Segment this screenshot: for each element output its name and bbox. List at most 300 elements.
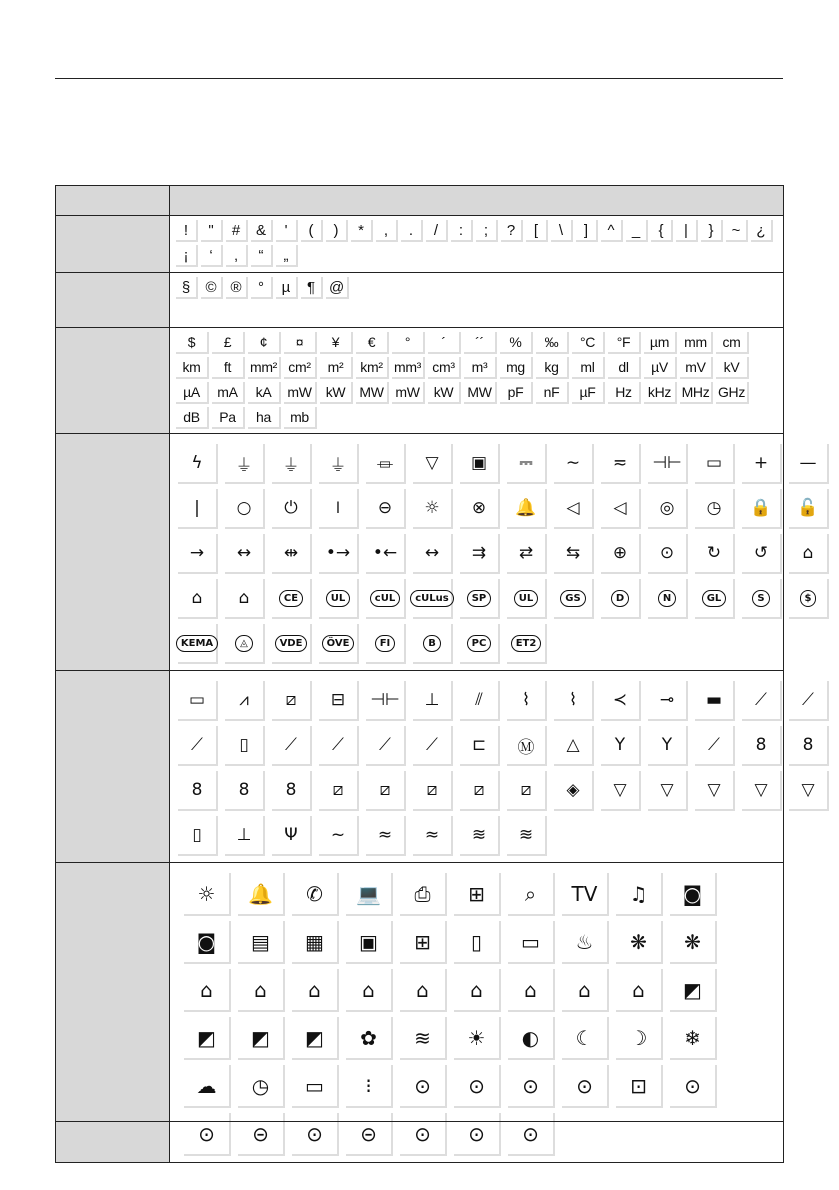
d-mark-icon <box>601 579 641 619</box>
s-mark-glyph: S <box>752 590 769 607</box>
punctuation-char-cell: ¡ <box>176 245 198 267</box>
dot-spread-icon: ⇄ <box>507 534 547 574</box>
gs-mark-icon <box>554 579 594 619</box>
units-char-cell: ha <box>248 407 281 429</box>
aerial-icon: Ψ <box>272 816 312 856</box>
sensor-1-icon: ⌂ <box>789 534 829 574</box>
rotate-cw-icon: ↻ <box>695 534 735 574</box>
sensor-2-icon: ⌂ <box>178 579 218 619</box>
table-header-row <box>56 186 784 216</box>
character-table <box>55 185 819 1163</box>
power-on-icon: ⏽ <box>319 489 359 529</box>
core-inductor-icon: ⌇ <box>554 681 594 721</box>
top-rule <box>55 78 783 79</box>
row-label <box>56 863 170 1163</box>
units-char-cell: kW <box>428 382 461 404</box>
earth-icon: ⏚ <box>225 444 265 484</box>
ce-mark-icon <box>272 579 312 619</box>
units-char-cell: dl <box>608 357 641 379</box>
header-label-cell <box>56 186 170 216</box>
input-icon: ⊕ <box>601 534 641 574</box>
special-char-cell: ° <box>251 277 273 299</box>
printer-icon: ⎙ <box>400 873 447 916</box>
punctuation-char-cell: ] <box>576 220 598 242</box>
units-char-cell: ml <box>572 357 605 379</box>
units-char-cell: ¥ <box>320 332 353 354</box>
bell-icon: 🔔 <box>238 873 285 916</box>
day-night-icon: ☽ <box>616 1017 663 1060</box>
water-icon: ≋ <box>400 1017 447 1060</box>
capacitor-icon: ⊣⊢ <box>648 444 688 484</box>
culus-mark-icon <box>413 579 453 619</box>
ce-mark-glyph: CE <box>279 590 303 607</box>
units-char-cell: mA <box>212 382 245 404</box>
plus-icon: + <box>742 444 782 484</box>
window-icon: ◩ <box>670 969 717 1012</box>
culus-mark-glyph: cULus <box>410 590 454 607</box>
csa-mark-icon <box>460 579 500 619</box>
socket-uk-icon: ⊡ <box>616 1065 663 1108</box>
lamp-icon: ☼ <box>413 489 453 529</box>
phone-icon: ✆ <box>292 873 339 916</box>
units-char-cell: £ <box>212 332 245 354</box>
transformer-icon: 8 <box>742 726 782 766</box>
gs-mark-glyph: GS <box>560 590 585 607</box>
units-char-cell: Hz <box>608 382 641 404</box>
units-char-cell: ´ <box>428 332 461 354</box>
double-insulation-icon: ▣ <box>460 444 500 484</box>
arrow-right-icon: → <box>178 534 218 574</box>
punctuation-char-cell: } <box>701 220 723 242</box>
punctuation-char-cell: \ <box>551 220 573 242</box>
buzzer-icon: ◎ <box>648 489 688 529</box>
moon-icon: ☾ <box>562 1017 609 1060</box>
special-char-cell: ® <box>226 277 248 299</box>
units-char-cell: µA <box>176 382 209 404</box>
punctuation-char-cell: ! <box>176 220 198 242</box>
garden-icon: ✿ <box>346 1017 393 1060</box>
units-char-cell: kHz <box>644 382 677 404</box>
resistor-icon: ▭ <box>178 681 218 721</box>
s-mark-icon <box>742 579 782 619</box>
gl-mark-icon <box>695 579 735 619</box>
et2-mark-glyph: ET2 <box>511 635 542 652</box>
punctuation-char-cell: , <box>376 220 398 242</box>
empty-cell <box>601 816 641 856</box>
microwave-icon: ▣ <box>346 921 393 964</box>
gl-mark-glyph: GL <box>702 590 727 607</box>
n-mark-glyph: N <box>658 590 676 607</box>
dining-room-icon: ⌂ <box>400 969 447 1012</box>
units-char-cell: ´´ <box>464 332 497 354</box>
ul-circle-glyph: UL <box>514 590 539 607</box>
kema-mark-icon <box>178 624 218 664</box>
dot-left-icon: •← <box>366 534 406 574</box>
sensor-3-icon: ⌂ <box>225 579 265 619</box>
unlock-icon: 🔓 <box>789 489 829 529</box>
garage-icon: ⌂ <box>508 969 555 1012</box>
converter-2-icon: ⧄ <box>366 771 406 811</box>
dot-join-icon: ⇉ <box>460 534 500 574</box>
units-char-cell: km² <box>356 357 389 379</box>
bottom-rule <box>55 1121 783 1122</box>
row-home-symbols <box>56 863 784 1163</box>
socket-fr-icon: ⊙ <box>562 1065 609 1108</box>
led-icon: ▽ <box>695 771 735 811</box>
units-char-cell: € <box>356 332 389 354</box>
fi-mark-glyph: FI <box>375 635 396 652</box>
chassis-icon: ⏛ <box>366 444 406 484</box>
jack-icon: ▬ <box>695 681 735 721</box>
ce-triangle-glyph: ◬ <box>235 635 253 652</box>
special-char-cell: © <box>201 277 223 299</box>
transformer-4-icon: 8 <box>272 771 312 811</box>
lamp-icon: ☼ <box>184 873 231 916</box>
punctuation-char-cell: . <box>401 220 423 242</box>
row-label <box>56 328 170 434</box>
coil-icon: ⊏ <box>460 726 500 766</box>
units-char-cell: mW <box>284 382 317 404</box>
electrical-symbol-grid <box>170 434 819 670</box>
ac-dc-icon: ≂ <box>601 444 641 484</box>
ce-triangle-icon <box>225 624 265 664</box>
fuse-icon: ⊟ <box>319 681 359 721</box>
circle-icon: ○ <box>225 489 265 529</box>
special-char-cell: @ <box>326 277 349 299</box>
converter-4-icon: ⧄ <box>460 771 500 811</box>
row-electrical-symbols <box>56 434 784 671</box>
units-char-cell: cm³ <box>428 357 461 379</box>
washer-icon: ◙ <box>670 873 717 916</box>
punctuation-char-cell: ' <box>276 220 298 242</box>
units-char-cell: µV <box>644 357 677 379</box>
punctuation-char-cell: ) <box>326 220 348 242</box>
study-room-icon: ⌂ <box>616 969 663 1012</box>
punctuation-char-cell: # <box>226 220 248 242</box>
off-icon: ⊖ <box>366 489 406 529</box>
office-room-icon: ⌂ <box>454 969 501 1012</box>
photo-transistor-icon: ⊥ <box>225 816 265 856</box>
arrow-span-icon: ⇹ <box>272 534 312 574</box>
cul-mark-icon <box>366 579 406 619</box>
socket-3pin-icon: ⊙ <box>400 1113 447 1156</box>
special-cells <box>170 273 783 303</box>
punctuation-char-cell: { <box>651 220 673 242</box>
transformer-shield-icon: 8 <box>225 771 265 811</box>
antenna-y-icon: Y <box>601 726 641 766</box>
punctuation-char-cell: ¿ <box>751 220 773 242</box>
minus-icon: — <box>789 444 829 484</box>
s-dollar-icon <box>789 579 829 619</box>
filter-4-icon: ≋ <box>460 816 500 856</box>
heated-room-icon: ⌂ <box>184 969 231 1012</box>
capacitor-icon: ⊣⊢ <box>366 681 406 721</box>
socket-schuko-icon: ⊙ <box>454 1065 501 1108</box>
window-open-icon: ◩ <box>184 1017 231 1060</box>
punctuation-char-cell: ? <box>501 220 523 242</box>
contact-icon: ≺ <box>601 681 641 721</box>
row-label <box>56 216 170 273</box>
rotate-ccw-icon: ↺ <box>742 534 782 574</box>
component-symbol-grid <box>170 671 815 862</box>
filter-5-icon: ≋ <box>507 816 547 856</box>
units-char-cell: kg <box>536 357 569 379</box>
units-char-cell: mm² <box>248 357 281 379</box>
vde-mark-icon <box>272 624 312 664</box>
units-char-cell: MW <box>464 382 497 404</box>
optocoupler-icon: ▯ <box>178 816 218 856</box>
units-char-cell: µm <box>644 332 677 354</box>
socket-eu-icon: ⊙ <box>400 1065 447 1108</box>
ul-mark-glyph: UL <box>326 590 351 607</box>
socket-us-icon: ⁝ <box>346 1065 393 1108</box>
switch-nc-icon: ⟋ <box>178 726 218 766</box>
protective-earth-icon: ⏚ <box>272 444 312 484</box>
ove-mark-icon <box>319 624 359 664</box>
punctuation-char-cell: ‘ <box>201 245 223 267</box>
special-char-cell: ¶ <box>301 277 323 299</box>
punctuation-char-cell: / <box>426 220 448 242</box>
units-char-cell: mg <box>500 357 533 379</box>
socket-dk-icon: ⊙ <box>292 1113 339 1156</box>
units-char-cell: cm² <box>284 357 317 379</box>
row-label <box>56 434 170 671</box>
punctuation-char-cell: [ <box>526 220 548 242</box>
empty-cell <box>554 816 594 856</box>
cul-mark-glyph: cUL <box>370 590 400 607</box>
half-sun-icon: ◐ <box>508 1017 555 1060</box>
weather-icon: ☁ <box>184 1065 231 1108</box>
ul-mark-icon <box>319 579 359 619</box>
units-char-cell: mb <box>284 407 317 429</box>
units-char-cell: ‰ <box>536 332 569 354</box>
special-char-cell: µ <box>276 277 298 299</box>
speaker-icon: ◁ <box>601 489 641 529</box>
units-char-cell: mm³ <box>392 357 425 379</box>
converter-5-icon: ⧄ <box>507 771 547 811</box>
units-char-cell: ° <box>392 332 425 354</box>
transformer-2-icon: 8 <box>789 726 829 766</box>
x-lamp-icon: ⊗ <box>460 489 500 529</box>
units-char-cell: $ <box>176 332 209 354</box>
et2-mark-icon <box>507 624 547 664</box>
line-icon: | <box>178 489 218 529</box>
units-char-cell: mm <box>680 332 713 354</box>
units-char-cell: µF <box>572 382 605 404</box>
units-char-cell: Pa <box>212 407 245 429</box>
clock-icon: ◷ <box>695 489 735 529</box>
unit-cells <box>170 328 783 433</box>
units-char-cell: m² <box>320 357 353 379</box>
thermal-switch-icon: ⟋ <box>272 726 312 766</box>
punctuation-char-cell: ; <box>476 220 498 242</box>
toggle-switch-icon: ⟋ <box>413 726 453 766</box>
punctuation-cells <box>170 216 783 271</box>
home-symbol-grid <box>170 863 783 1162</box>
punctuation-char-cell: * <box>351 220 373 242</box>
row-label <box>56 671 170 863</box>
units-char-cell: °C <box>572 332 605 354</box>
filter-3-icon: ≈ <box>413 816 453 856</box>
photo-diode-icon: ▽ <box>742 771 782 811</box>
socket-flat-icon: ⊝ <box>346 1113 393 1156</box>
row-component-symbols <box>56 671 784 863</box>
filter-icon: ~ <box>319 816 359 856</box>
window-half-icon: ◩ <box>238 1017 285 1060</box>
transformer-3-icon: 8 <box>178 771 218 811</box>
socket-round-icon: ⊙ <box>184 1113 231 1156</box>
tvs-icon: ▽ <box>789 771 829 811</box>
plug-icon: ⊸ <box>648 681 688 721</box>
units-char-cell: kW <box>320 382 353 404</box>
converter-icon: ⧄ <box>319 771 359 811</box>
tv-icon: TV <box>562 873 609 916</box>
units-char-cell: dB <box>176 407 209 429</box>
punctuation-char-cell: ^ <box>601 220 623 242</box>
battery-icon: ▭ <box>695 444 735 484</box>
header-chars-cell <box>170 186 784 216</box>
special-char-cell: § <box>176 277 198 299</box>
radiator-room-icon: ⌂ <box>238 969 285 1012</box>
units-char-cell: pF <box>500 382 533 404</box>
socket-4pin-icon: ⊙ <box>454 1113 501 1156</box>
laptop-icon: 💻 <box>346 873 393 916</box>
units-char-cell: mV <box>680 357 713 379</box>
socket-5pin-icon: ⊙ <box>508 1113 555 1156</box>
punctuation-char-cell: ( <box>301 220 323 242</box>
csa-mark-glyph: SP <box>467 590 492 607</box>
vde-mark-glyph: VDE <box>275 635 308 652</box>
oven-icon: ▦ <box>292 921 339 964</box>
rectifier-icon: ◈ <box>554 771 594 811</box>
ove-mark-glyph: ÖVE <box>322 635 355 652</box>
units-char-cell: ¢ <box>248 332 281 354</box>
punctuation-char-cell: ‚ <box>226 245 248 267</box>
units-char-cell: m³ <box>464 357 497 379</box>
variable-resistor-icon: ⧄ <box>272 681 312 721</box>
inductor-icon: ⌇ <box>507 681 547 721</box>
lightning-icon: ϟ <box>178 444 218 484</box>
n-mark-icon <box>648 579 688 619</box>
fan-icon: ❋ <box>670 921 717 964</box>
punctuation-char-cell: | <box>676 220 698 242</box>
units-char-cell: km <box>176 357 209 379</box>
punctuation-char-cell: ~ <box>726 220 748 242</box>
antenna-icon: Y <box>648 726 688 766</box>
pull-switch-icon: ⟋ <box>366 726 406 766</box>
network-icon: ⊞ <box>454 873 501 916</box>
fi-mark-icon <box>366 624 406 664</box>
timer-icon: ◷ <box>238 1065 285 1108</box>
ul-circle-icon <box>507 579 547 619</box>
units-char-cell: nF <box>536 382 569 404</box>
punctuation-char-cell: : <box>451 220 473 242</box>
units-char-cell: kV <box>716 357 749 379</box>
s-dollar-glyph: $ <box>800 590 817 607</box>
bedroom-icon: ⌂ <box>346 969 393 1012</box>
arrow-both-icon: ↔ <box>225 534 265 574</box>
units-char-cell: % <box>500 332 533 354</box>
units-char-cell: kA <box>248 382 281 404</box>
b-mark-icon <box>413 624 453 664</box>
row-punctuation <box>56 216 784 273</box>
zener-icon: ▽ <box>648 771 688 811</box>
camera-icon: ⌕ <box>508 873 555 916</box>
b-mark-glyph: B <box>423 635 441 652</box>
row-special <box>56 273 784 328</box>
variable-capacitor-icon: ⫽ <box>460 681 500 721</box>
units-char-cell: MW <box>356 382 389 404</box>
units-char-cell: MHz <box>680 382 713 404</box>
units-char-cell: ft <box>212 357 245 379</box>
horn-icon: ◁ <box>554 489 594 529</box>
workshop-icon: ⌂ <box>562 969 609 1012</box>
pc-mark-glyph: PC <box>467 635 492 652</box>
output-icon: ⊙ <box>648 534 688 574</box>
dc-icon: ⎓ <box>507 444 547 484</box>
socket-ch2-icon: ⊝ <box>238 1113 285 1156</box>
units-char-cell: °F <box>608 332 641 354</box>
floor-heating-icon: ♨ <box>562 921 609 964</box>
filter-2-icon: ≈ <box>366 816 406 856</box>
speakers-icon: ♫ <box>616 873 663 916</box>
push-switch-icon: ⟋ <box>319 726 359 766</box>
dot-right-icon: •→ <box>319 534 359 574</box>
punctuation-char-cell: „ <box>276 245 298 267</box>
triangle-icon: △ <box>554 726 594 766</box>
equipotential-icon: ▽ <box>413 444 453 484</box>
dryer-icon: ◙ <box>184 921 231 964</box>
kema-mark-glyph: KEMA <box>176 635 218 652</box>
pc-mark-icon <box>460 624 500 664</box>
d-mark-glyph: D <box>611 590 629 607</box>
punctuation-char-cell: & <box>251 220 273 242</box>
motor-icon: Ⓜ <box>507 726 547 766</box>
diode-icon: ▽ <box>601 771 641 811</box>
kitchen-room-icon: ⌂ <box>292 969 339 1012</box>
ac-icon: ∼ <box>554 444 594 484</box>
bell-icon: 🔔 <box>507 489 547 529</box>
stove-top-icon: ▤ <box>238 921 285 964</box>
sun-icon: ☀ <box>454 1017 501 1060</box>
empty-cell <box>554 624 594 664</box>
empty-cell <box>616 1113 663 1156</box>
dishwasher-icon: ▭ <box>508 921 555 964</box>
switch-icon: ⟋ <box>742 681 782 721</box>
lock-icon: 🔒 <box>742 489 782 529</box>
units-char-cell: ¤ <box>284 332 317 354</box>
socket-panel-icon: ▭ <box>292 1065 339 1108</box>
converter-3-icon: ⧄ <box>413 771 453 811</box>
polarized-capacitor-icon: ⊥ <box>413 681 453 721</box>
punctuation-char-cell: " <box>201 220 223 242</box>
hob-icon: ⊞ <box>400 921 447 964</box>
power-icon: ⏻ <box>272 489 312 529</box>
switch-no-icon: ⟋ <box>789 681 829 721</box>
row-label <box>56 273 170 328</box>
delay-switch-icon: ⟋ <box>695 726 735 766</box>
punctuation-char-cell: _ <box>626 220 648 242</box>
earth-circle-icon: ⏚ <box>319 444 359 484</box>
socket-ch-icon: ⊙ <box>508 1065 555 1108</box>
fridge-icon: ▯ <box>454 921 501 964</box>
socket-it-icon: ⊙ <box>670 1065 717 1108</box>
units-char-cell: cm <box>716 332 749 354</box>
punctuation-char-cell: “ <box>251 245 273 267</box>
fan-ac-icon: ❋ <box>616 921 663 964</box>
snowflake-icon: ❄ <box>670 1017 717 1060</box>
units-char-cell: mW <box>392 382 425 404</box>
